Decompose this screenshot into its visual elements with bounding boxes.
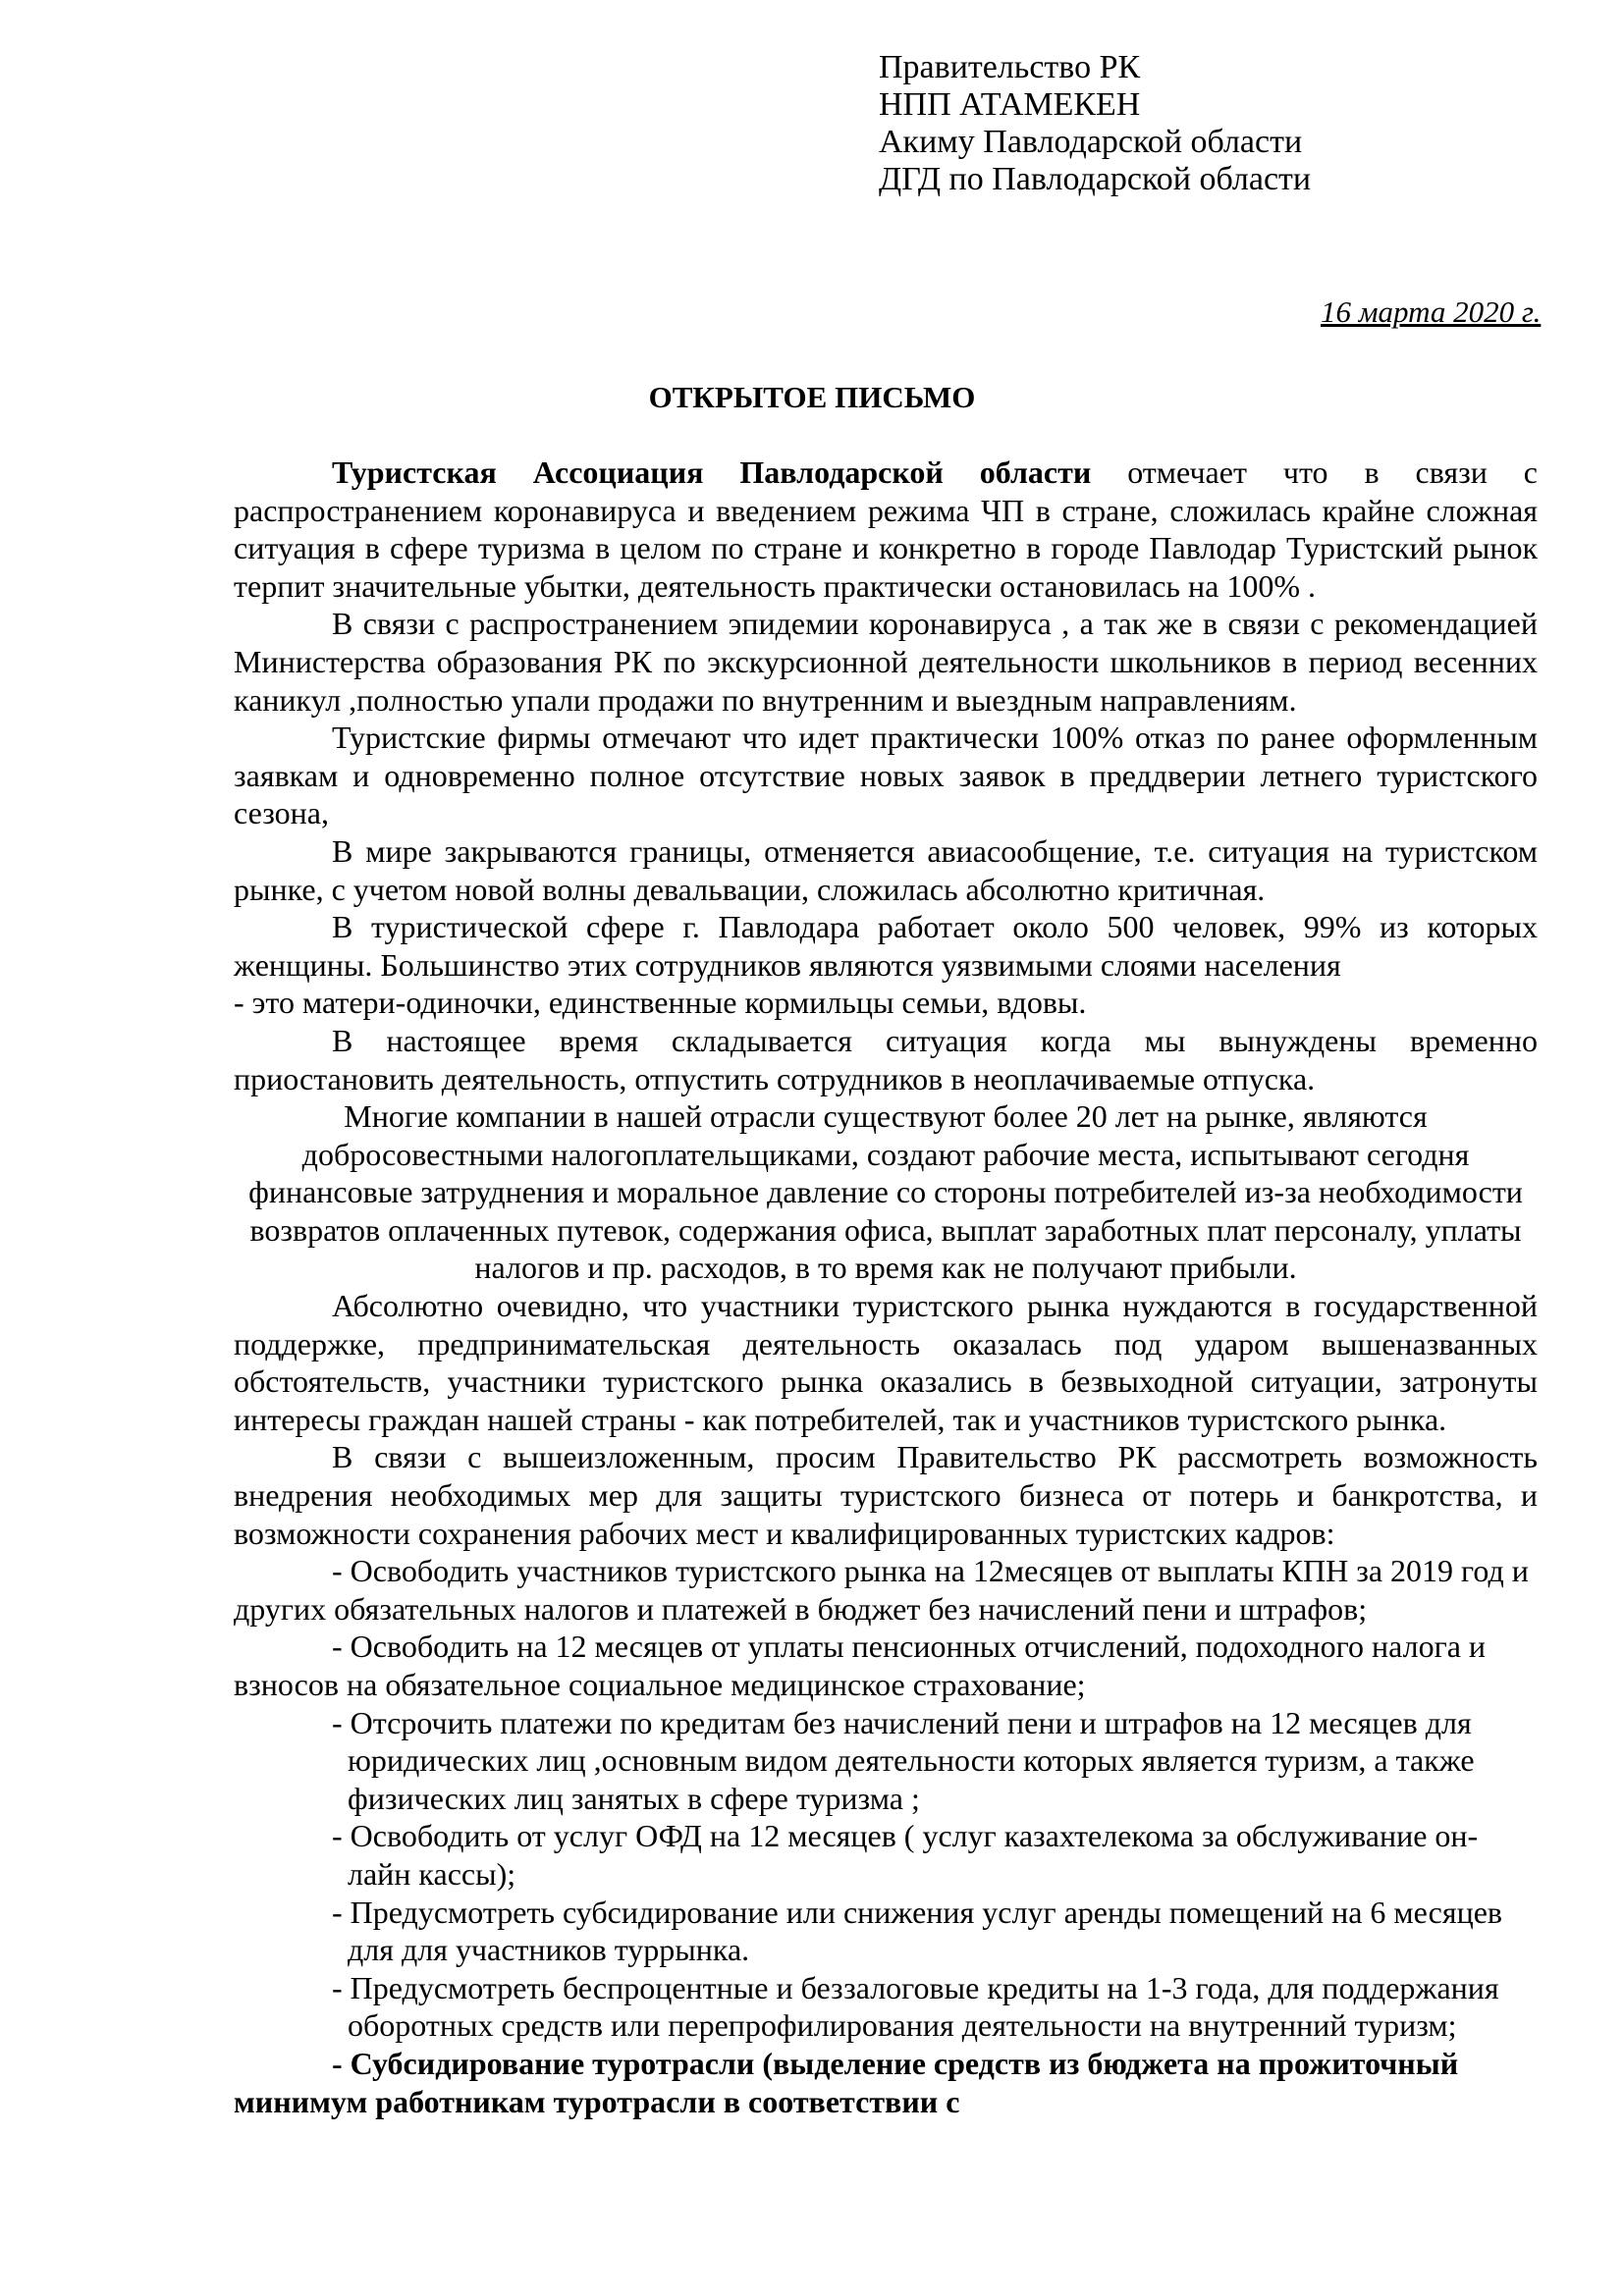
paragraph-text: отмечает что в связи с распространением коронавируса и введением режима ЧП в стране, сложилась крайне сложная ситуация в сфере туризма в целом по стране и конкретно в городе Павлодар Туристский рынок терпит значительные убытки, деятельность практически остановилась на 100% . [234,454,1539,604]
paragraph: В настоящее время складывается ситуация когда мы вынуждены временно приостановить деятельность, отпустить сотрудников в неоплачиваемые отпуска. [234,1022,1538,1096]
paragraph: В связи с вышеизложенным, просим Правительство РК рассмотреть возможность внедрения необходимых мер для защиты туристского бизнеса от потерь и банкротства, и возможности сохранения рабочих мест и квалифицированных туристских кадров: [234,1439,1538,1551]
addressee-block [879,49,1311,198]
letter-body [234,454,1538,2120]
paragraph: Многие компании в нашей отрасли существуют более 20 лет на рынке, являются добросовестными налогоплательщиками, создают рабочие места, испытывают сегодня финансовые затруднения и моральное давление со стороны потребителей из-за необходимости возвратов оплаченных путевок, содержания офиса, выплат заработных плат персоналу, уплаты налогов и пр. расходов, в то время как не получают прибыли. [248,1098,1523,1286]
measure-item: - Освободить на 12 месяцев от уплаты пенсионных отчислений, подоходного налога и взносов на обязательное социальное медицинское страхование; [234,1629,1487,1702]
paragraph: В туристической сфере г. Павлодара работает около 500 человек, 99% из которых женщины. Большинство этих сотрудников являются уязвимыми слоями населения [234,909,1538,983]
addressee-line: НПП АТАМЕКЕН [879,86,1141,123]
letter-title: ОТКРЫТОЕ ПИСЬМО [648,380,976,414]
addressee-line: ДГД по Павлодарской области [879,161,1312,197]
association-name: Туристская Ассоциация Павлодарской области [332,454,1092,490]
paragraph: Туристские фирмы отмечают что идет практически 100% отказ по ранее оформленным заявкам и одновременно полное отсутствие новых заявок в преддверии летнего туристского сезона, [234,720,1538,831]
paragraph: Абсолютно очевидно, что участники туристского рынка нуждаются в государственной поддержке, предпринимательская деятельность оказалась под ударом вышеназванных обстоятельств, участники туристского рынка оказались в безвыходной ситуации, затронуты интересы граждан нашей страны - как потребителей, так и участников туристского рынка. [234,1288,1538,1437]
measure-item: - Отсрочить платежи по кредитам без начислений пени и штрафов на 12 месяцев для юридических лиц ,основным видом деятельности которых является туризм, а также физических лиц занятых в сфере туризма ; [332,1704,1475,1816]
measure-item: - Освободить участников туристского рынка на 12месяцев от выплаты КПН за 2019 год и других обязательных налогов и платежей в бюджет без начислений пени и штрафов; [234,1553,1529,1627]
measure-item-bold: - Субсидирование туротрасли (выделение средств из бюджета на прожиточный минимум работникам туротрасли в соответствии с [234,2045,1459,2119]
paragraph: - это матери-одиночки, единственные кормильцы семьи, вдовы. [234,985,1087,1021]
paragraph: В мире закрываются границы, отменяется авиасообщение, т.е. ситуация на туристском рынке, с учетом новой волны девальвации, сложилась абсолютно критичная. [234,832,1538,907]
addressee-line: Правительство РК [879,49,1141,85]
letter-date: 16 марта 2020 г. [1321,294,1542,329]
measure-item: - Освободить от услуг ОФД на 12 месяцев ( услуг казахтелекома за обслуживание он-лайн кассы); [332,1818,1479,1892]
measure-item: - Предусмотреть беспроцентные и беззалоговые кредиты на 1-3 года, для поддержания оборотных средств или перепрофилирования деятельности на внутренний туризм; [332,1969,1499,2044]
paragraph-intro [234,454,1538,605]
measure-item: - Предусмотреть субсидирование или снижения услуг аренды помещений на 6 месяцев для для участников туррынка. [332,1894,1502,1968]
addressee-line: Акиму Павлодарской области [879,124,1303,160]
paragraph: В связи с распространением эпидемии коронавируса , а так же в связи с рекомендацией Министерства образования РК по экскурсионной деятельности школьников в период весенних каникул ,полностью упали продажи по внутренним и выездным направлениям. [234,606,1538,718]
